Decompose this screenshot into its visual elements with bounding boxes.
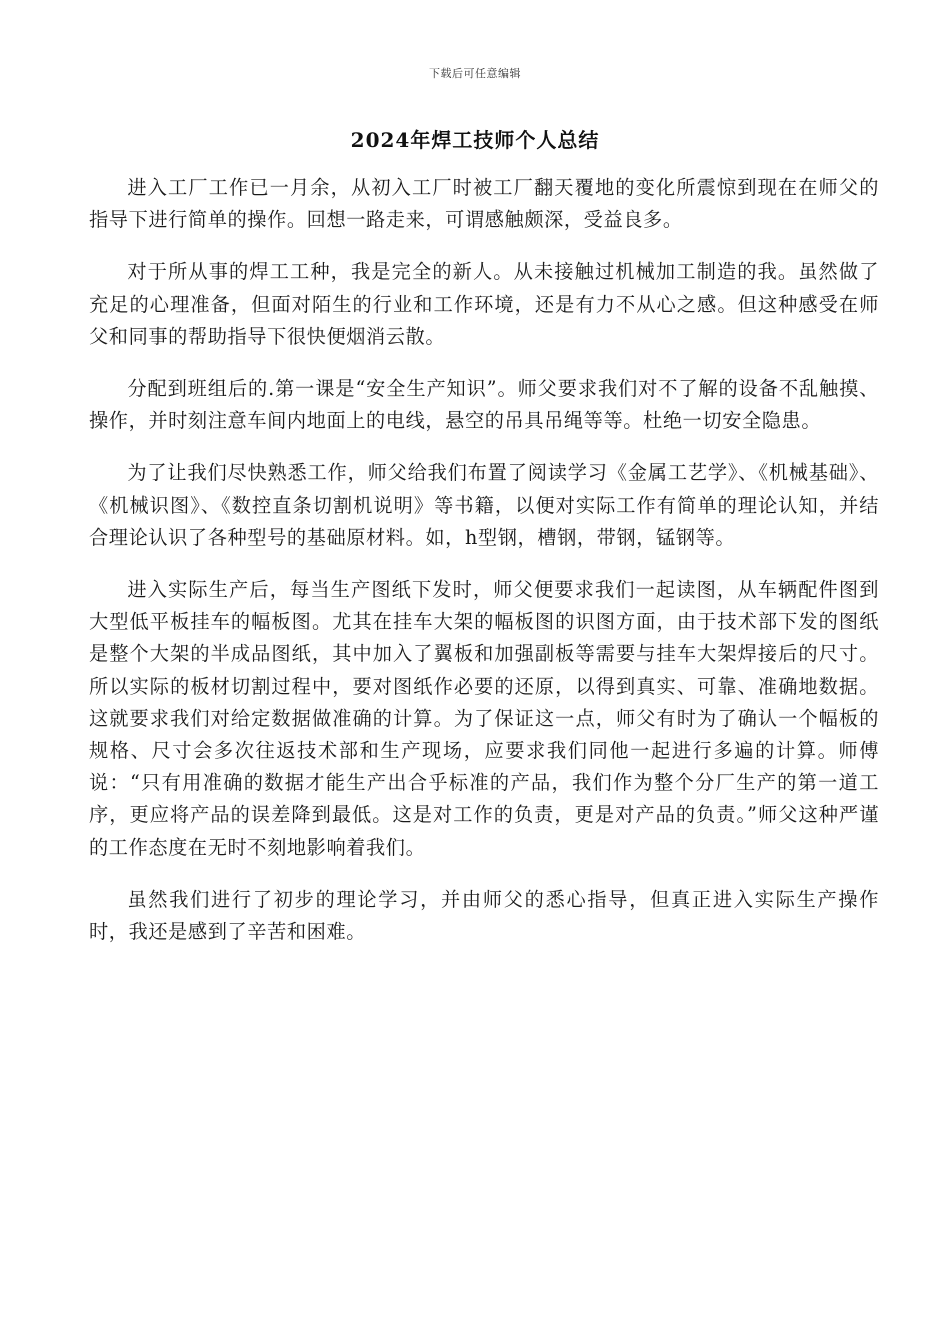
paragraph: 分配到班组后的.第一课是“安全生产知识”。师父要求我们对不了解的设备不乱触摸、操作，并时刻注意车间内地面上的电线，悬空的吊具吊绳等等。杜绝一切安全隐患。 <box>89 377 879 433</box>
paragraph: 进入工厂工作已一月余，从初入工厂时被工厂翻天覆地的变化所震惊到现在在师父的指导下进行简单的操作。回想一路走来，可谓感触颇深，受益良多。 <box>89 176 879 232</box>
paragraph: 对于所从事的焊工工种，我是完全的新人。从未接触过机械加工制造的我。虽然做了充足的心理准备，但面对陌生的行业和工作环境，还是有力不从心之感。但这种感受在师父和同事的帮助指导下很快便烟消云散。 <box>89 260 879 348</box>
paragraph: 虽然我们进行了初步的理论学习，并由师父的悉心指导，但真正进入实际生产操作时，我还是感到了辛苦和困难。 <box>89 887 879 944</box>
paragraph: 为了让我们尽快熟悉工作，师父给我们布置了阅读学习《金属工艺学》、《机械基础》、《机械识图》、《数控直条切割机说明》等书籍，以便对实际工作有简单的理论认知，并结合理论认识了各种型号的基础原材料。如，h型钢，槽钢，带钢，锰钢等。 <box>89 461 879 549</box>
document-body <box>89 172 879 968</box>
header-note: 下载后可任意编辑 <box>429 67 521 80</box>
paragraph: 进入实际生产后，每当生产图纸下发时，师父便要求我们一起读图，从车辆配件图到大型低平板挂车的幅板图。尤其在挂车大架的幅板图的识图方面，由于技术部下发的图纸是整个大架的半成品图纸，其中加入了翼板和加强副板等需要与挂车大架焊接后的尺寸。所以实际的板材切割过程中，要对图纸作必要的还原，以得到真实、可靠、准确地数据。这就要求我们对给定数据做准确的计算。为了保证这一点，师父有时为了确认一个幅板的规格、尺寸会多次往返技术部和生产现场，应要求我们同他一起进行多遍的计算。师傅说：“只有用准确的数据才能生产出合乎标准的产品，我们作为整个分厂生产的第一道工序，更应将产品的误差降到最低。这是对工作的负责，更是对产品的负责。”师父这种严谨的工作态度在无时不刻地影响着我们。 <box>89 578 879 859</box>
document-title: 2024年焊工技师个人总结 <box>350 128 600 152</box>
